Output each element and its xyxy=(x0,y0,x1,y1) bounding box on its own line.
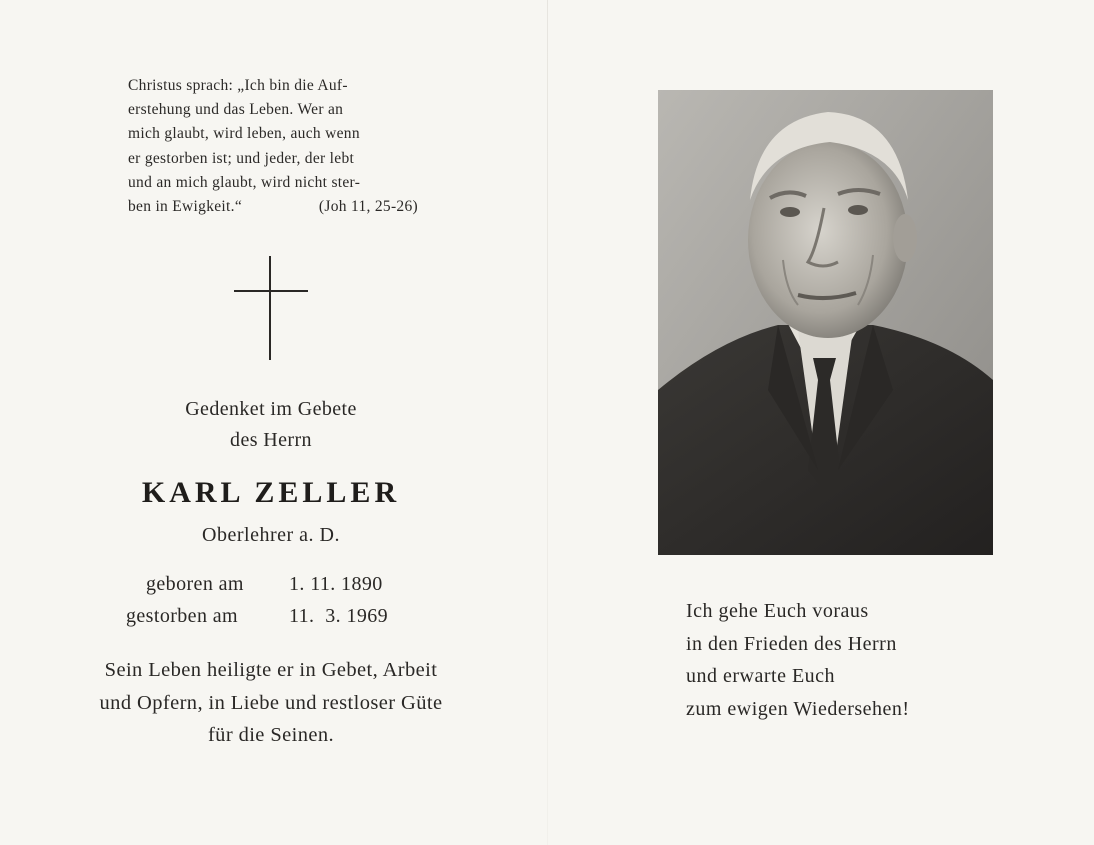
farewell-line: in den Frieden des Herrn xyxy=(686,632,897,655)
bible-verse xyxy=(128,74,418,219)
verse-line: mich glaubt, wird leben, auch wenn xyxy=(128,125,360,143)
life-line: und Opfern, in Liebe und restloser Güte xyxy=(99,691,443,714)
remembrance-line: des Herrn xyxy=(230,429,312,451)
death-label: gestorben am xyxy=(126,605,238,627)
remembrance-text xyxy=(40,394,502,456)
verse-line: ben in Ewigkeit.“ xyxy=(128,198,243,216)
deceased-title: Oberlehrer a. D. xyxy=(202,524,340,546)
remembrance-line: Gedenket im Gebete xyxy=(185,398,357,420)
deceased-name: KARL ZELLER xyxy=(141,476,401,509)
verse-line: er gestorben ist; und jeder, der lebt xyxy=(128,149,355,167)
life-text xyxy=(40,654,502,752)
death-row xyxy=(126,600,388,632)
life-line: für die Seinen. xyxy=(207,724,335,746)
farewell-line: zum ewigen Wiedersehen! xyxy=(686,697,910,720)
verse-line: und an mich glaubt, wird nicht ster- xyxy=(128,173,361,191)
verse-last-line xyxy=(128,195,418,219)
farewell-line: Ich gehe Euch voraus xyxy=(686,600,869,622)
life-dates xyxy=(126,568,388,632)
portrait-photo xyxy=(658,90,993,555)
life-line: Sein Leben heiligte er in Gebet, Arbeit xyxy=(104,659,438,681)
verse-line: erstehung und das Leben. Wer an xyxy=(128,101,344,119)
farewell-text xyxy=(686,595,910,725)
birth-date: 1. 11. 1890 xyxy=(289,573,383,595)
portrait-illustration xyxy=(658,90,993,555)
cross-icon xyxy=(234,256,308,360)
verse-line: Christus sprach: „Ich bin die Auf- xyxy=(128,77,348,94)
birth-label: geboren am xyxy=(146,573,244,595)
birth-row xyxy=(126,568,388,600)
death-date: 11. 3. 1969 xyxy=(289,605,389,627)
verse-reference: (Joh 11, 25-26) xyxy=(318,198,418,216)
right-page xyxy=(548,0,1094,845)
farewell-line: und erwarte Euch xyxy=(686,665,836,687)
